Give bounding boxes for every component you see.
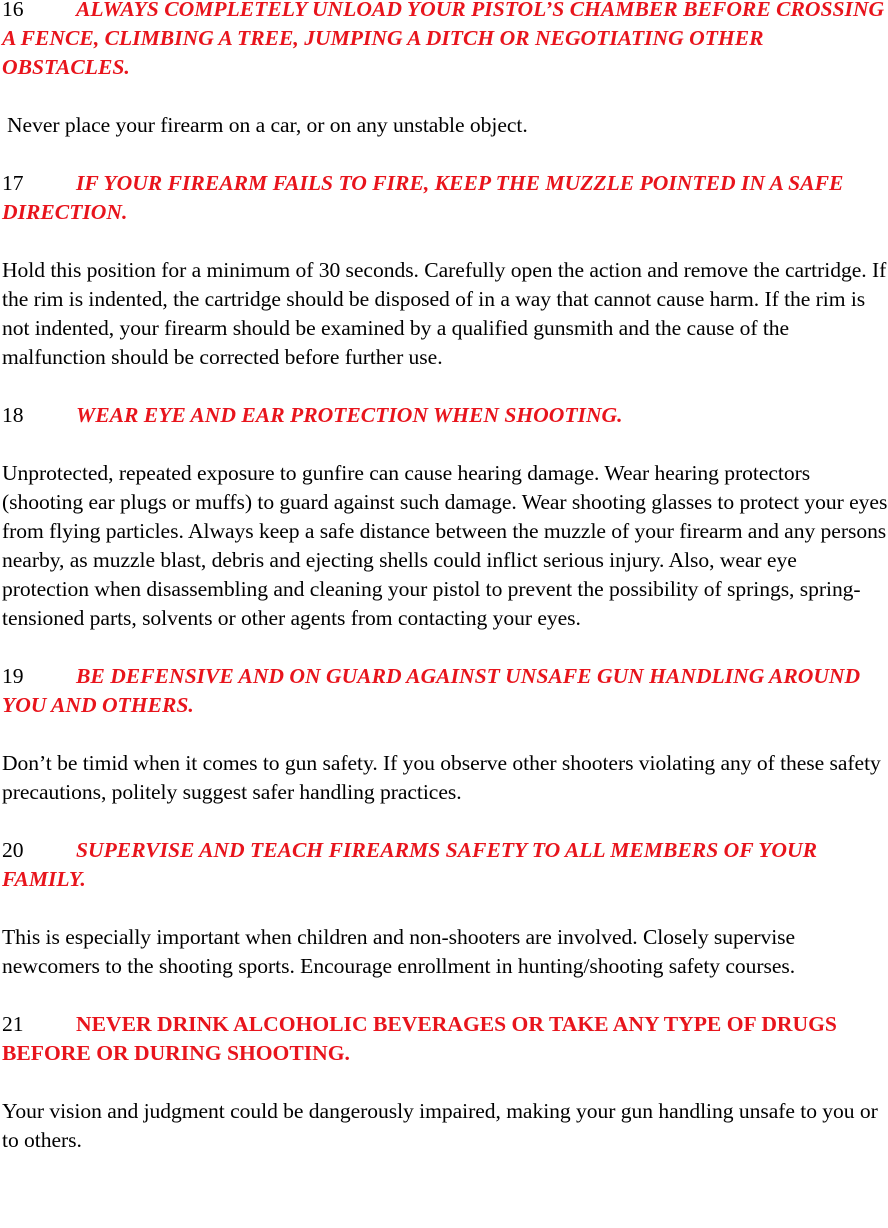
rule-number: 18: [2, 403, 24, 427]
rule-body-17: Hold this position for a minimum of 30 seconds. Carefully open the action and remove the cartridge. If the rim is indented, the cartridge should be disposed of in a way that cannot cause harm. If the rim is not indented, your firearm should be examined by a qualified gunsmith and the cause of the malfunction should be corrected before further use.: [2, 258, 887, 369]
rule-heading-19: [2, 662, 888, 720]
rule-number: 21: [2, 1012, 24, 1036]
rule-body-21: Your vision and judgment could be dangerously impaired, making your gun handling unsafe to you or to others.: [2, 1099, 878, 1152]
rule-title: IF YOUR FIREARM FAILS TO FIRE, KEEP THE MUZZLE POINTED IN A SAFE DIRECTION.: [2, 171, 844, 224]
rule-heading-17: [2, 169, 888, 227]
rule-body-18: Unprotected, repeated exposure to gunfire can cause hearing damage. Wear hearing protectors (shooting ear plugs or muffs) to guard against such damage. Wear shooting glasses to protect your eyes from flying particles. Always keep a safe distance between the muzzle of your firearm and any persons nearby, as muzzle blast, debris and ejecting shells could inflict serious injury. Also, wear eye protection when disassembling and cleaning your pistol to prevent the possibility of springs, spring-tensioned parts, solvents or other agents from contacting your eyes.: [2, 461, 888, 630]
paragraph-spacer: [2, 720, 888, 749]
paragraph-spacer: [2, 140, 888, 169]
rule-number: 19: [2, 664, 24, 688]
rule-heading-21: [2, 1010, 888, 1068]
rule-title: BE DEFENSIVE AND ON GUARD AGAINST UNSAFE GUN HANDLING AROUND YOU AND OTHERS.: [2, 664, 861, 717]
paragraph-spacer: [2, 227, 888, 256]
paragraph-spacer: [2, 1068, 888, 1097]
paragraph-spacer: [2, 372, 888, 401]
rule-body-16: Never place your firearm on a car, or on any unstable object.: [7, 113, 528, 137]
paragraph-spacer: [2, 981, 888, 1010]
rule-heading-20: [2, 836, 888, 894]
document-page: [2, 0, 888, 1155]
rule-title: SUPERVISE AND TEACH FIREARMS SAFETY TO ALL MEMBERS OF YOUR FAMILY.: [2, 838, 818, 891]
rule-number: 17: [2, 171, 24, 195]
rule-body-20: This is especially important when children and non-shooters are involved. Closely supervise newcomers to the shooting sports. Encourage enrollment in hunting/shooting safety courses.: [2, 925, 796, 978]
rule-heading-16: [2, 0, 888, 82]
rule-number: 20: [2, 838, 24, 862]
rule-title: NEVER DRINK ALCOHOLIC BEVERAGES OR TAKE ANY TYPE OF DRUGS BEFORE OR DURING SHOOTING.: [2, 1012, 837, 1065]
rule-heading-18: [2, 401, 888, 430]
rule-number: 16: [2, 0, 24, 21]
rule-body-19: Don’t be timid when it comes to gun safety. If you observe other shooters violating any of these safety precautions, politely suggest safer handling practices.: [2, 751, 881, 804]
rule-title: ALWAYS COMPLETELY UNLOAD YOUR PISTOL’S CHAMBER BEFORE CROSSING A FENCE, CLIMBING A TREE, JUMPING A DITCH OR NEGOTIATING OTHER OBSTACLES.: [2, 0, 885, 79]
paragraph-spacer: [2, 894, 888, 923]
rule-title: WEAR EYE AND EAR PROTECTION WHEN SHOOTING.: [76, 403, 623, 427]
paragraph-spacer: [2, 807, 888, 836]
paragraph-spacer: [2, 82, 888, 111]
paragraph-spacer: [2, 430, 888, 459]
paragraph-spacer: [2, 633, 888, 662]
